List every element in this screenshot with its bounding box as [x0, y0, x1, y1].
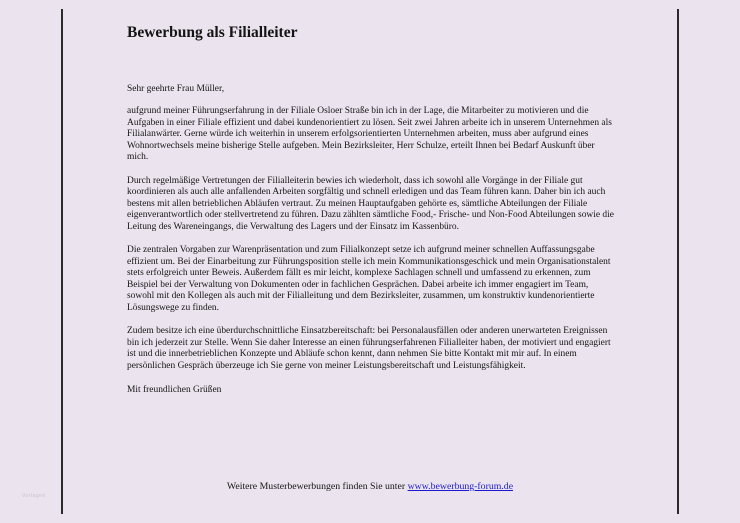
right-margin-rule: [677, 9, 679, 514]
left-margin-rule: [61, 9, 63, 514]
footer: [0, 481, 740, 492]
letter-body: [127, 84, 615, 396]
paragraph-commitment: Zudem besitze ich eine überdurchschnittliche Einsatzbereitschaft: bei Personalausfällen oder anderen unerwarteten Ereignissen bin ich jederzeit zur Stelle. Wenn Sie daher Interesse an einen führungserfahrenen Filialleiter haben, der motiviert und engagiert ist und die innerbetrieblichen Konzepte und Abläufe schon kennt, dann nehmen Sie bitte Kontakt mit mir auf. In einem persönlichen Gespräch überzeuge ich Sie gerne von meiner Leistungsbereitschaft und Leistungsfähigkeit.: [127, 326, 611, 371]
footer-link[interactable]: www.bewerbung-forum.de: [407, 481, 514, 492]
footer-text: Weitere Musterbewerbungen finden Sie unter: [226, 481, 408, 492]
document-title: Bewerbung als Filialleiter: [127, 24, 298, 41]
closing: Mit freundlichen Grüßen: [127, 384, 222, 395]
paragraph-skills: Die zentralen Vorgaben zur Warenpräsentation und zum Filialkonzept setze ich aufgrund meiner schnellen Auffassungsgabe effizient um. Bei der Einarbeitung zur Führungsposition stelle ich mein Kommunikationsgeschick und mein Organisationstalent stets erfolgreich unter Beweis. Außerdem fällt es mir leicht, komplexe Sachlagen schnell und umfassend zu erkennen, zum Beispiel bei der Verwaltung von Dokumenten oder in fachlichen Gesprächen. Dabei arbeite ich immer engagiert im Team, sowohl mit den Kollegen als auch mit der Filialleitung und dem Bezirksleiter, zusammen, um konstruktiv kundenorientierte Lösungswege zu finden.: [127, 245, 611, 313]
salutation: Sehr geehrte Frau Müller,: [127, 84, 225, 94]
paragraph-experience: aufgrund meiner Führungserfahrung in der Filiale Osloer Straße bin ich in der Lage, die Mitarbeiter zu motivieren und die Aufgaben in einer Filiale effizient und dabei kundenorientiert zu lösen. Seit zwei Jahren arbeite ich in unserem Unternehmen als Filialanwärter. Gerne würde ich weiterhin in unserem erfolgsorientierten Unternehmen arbeiten, muss aber aufgrund eines Wohnortwechsels meine bisherige Stelle aufgeben. Mein Bezirksleiter, Herr Schulze, erteilt Ihnen bei Bedarf Auskunft über mich.: [127, 106, 612, 163]
watermark: Vorlagen: [22, 493, 46, 499]
paragraph-responsibilities: Durch regelmäßige Vertretungen der Filialleiterin bewies ich wiederholt, dass ich sowohl alle Vorgänge in der Filiale gut koordinieren als auch alle anfallenden Arbeiten sorgfältig und schnell erledigen und das Team führen kann. Daher bin ich auch bestens mit allen betrieblichen Abläufen vertraut. Zu meinen Hauptaufgaben gehörte es, sämtliche Abteilungen der Filiale eigenverantwortlich oder stellvertretend zu führen. Dazu zählten sämtliche Food,- Frische- und Non-Food Abteilungen sowie die Leitung des Wareneingangs, die Verwaltung des Lagers und der Einsatz im Kassenbüro.: [127, 175, 614, 232]
